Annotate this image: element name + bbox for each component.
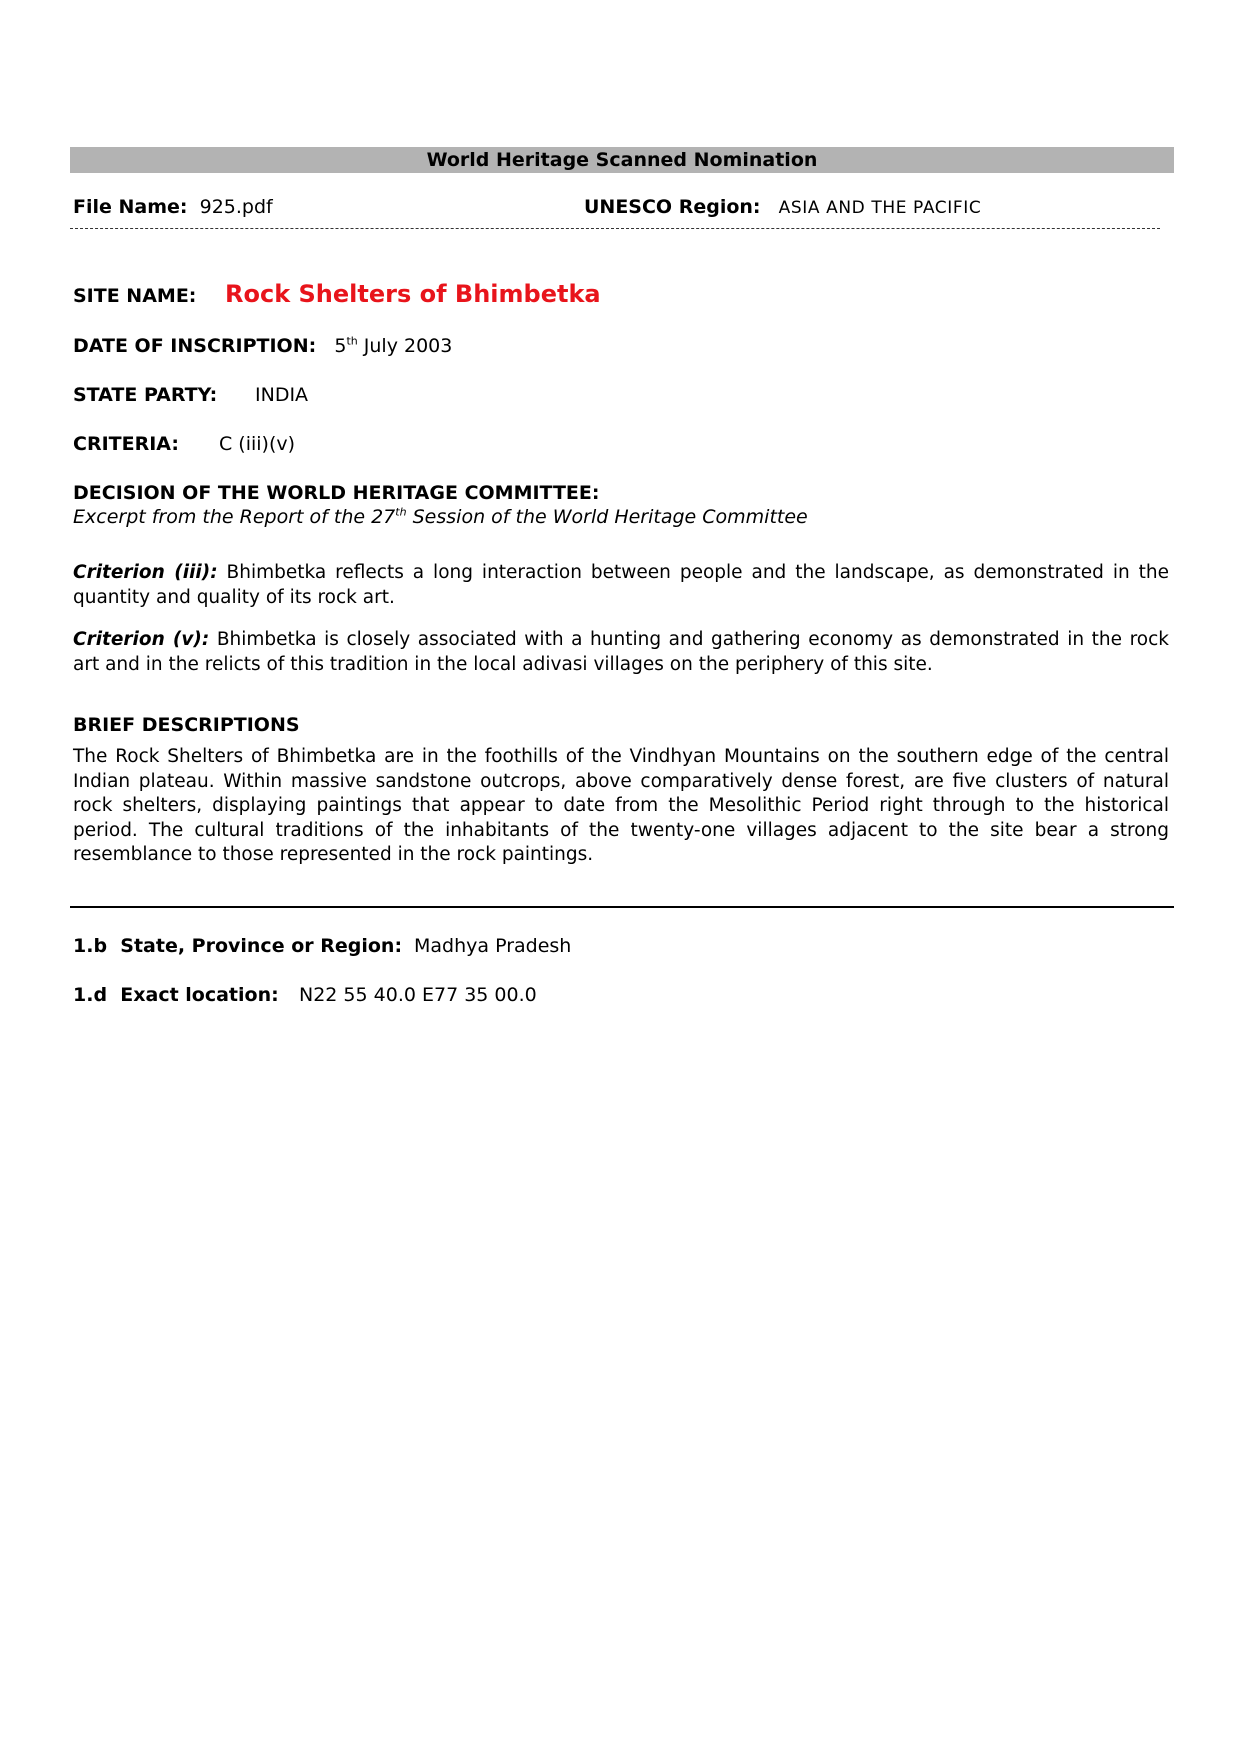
brief-description: [73, 745, 1169, 868]
criteria-value: C (iii)(v): [219, 433, 296, 455]
exact-location-row: [73, 984, 537, 1006]
decision-heading: [73, 482, 599, 504]
inscription-label: DATE OF INSCRIPTION:: [73, 335, 317, 357]
unesco-region-label: UNESCO Region:: [584, 196, 761, 218]
file-name-row: [73, 196, 273, 218]
document-title-bar: [70, 147, 1174, 173]
criteria-label: CRITERIA:: [73, 433, 179, 455]
region-row: [73, 935, 571, 957]
decision-heading-text: DECISION OF THE WORLD HERITAGE COMMITTEE:: [73, 482, 600, 504]
exact-location-value: N22 55 40.0 E77 35 00.0: [299, 984, 537, 1006]
region-label: 1.b State, Province or Region:: [73, 935, 403, 957]
file-name-value: 925.pdf: [199, 196, 273, 218]
dashed-divider: [70, 228, 1160, 229]
brief-heading: [73, 714, 300, 736]
decision-excerpt-post: Session of the World Heritage Committee: [406, 506, 808, 528]
inscription-day-suffix: th: [346, 334, 358, 348]
inscription-day: 5: [334, 335, 347, 357]
criterion-v-paragraph: [73, 628, 1169, 677]
site-name-row: [73, 278, 601, 312]
region-value: Madhya Pradesh: [414, 935, 572, 957]
criterion-iii-text: Bhimbetka reflects a long interaction between people and the landscape, as demonstrated in the quantity and quality of its rock art.: [73, 562, 1169, 608]
section-divider: [70, 906, 1174, 908]
state-party-value: INDIA: [255, 384, 309, 406]
inscription-row: [73, 335, 452, 357]
state-party-row: [73, 384, 308, 406]
exact-location-label: 1.d Exact location:: [73, 984, 279, 1006]
criterion-iii-paragraph: [73, 561, 1169, 610]
file-name-label: File Name:: [73, 196, 188, 218]
criterion-v-text: Bhimbetka is closely associated with a hunting and gathering economy as demonstrated in the rock art and in the relicts of this tradition in the local adivasi villages on the periphery of this site.: [73, 629, 1169, 675]
criterion-iii-label: Criterion (iii):: [73, 562, 218, 583]
decision-excerpt-sup: th: [395, 505, 407, 519]
brief-description-text: The Rock Shelters of Bhimbetka are in the foothills of the Vindhyan Mountains on the southern edge of the central Indian plateau. Within massive sandstone outcrops, above comparatively dense forest, are five clusters of natural rock shelters, displaying paintings that appear to date from the Mesolithic Period right through to the historical period. The cultural traditions of the inhabitants of the twenty-one villages adjacent to the site bear a strong resemblance to those represented in the rock paintings.: [73, 746, 1169, 865]
brief-heading-text: BRIEF DESCRIPTIONS: [73, 714, 300, 736]
unesco-region-row: [584, 196, 981, 218]
criteria-row: [73, 433, 295, 455]
site-name-value: Rock Shelters of Bhimbetka: [225, 280, 601, 308]
decision-excerpt: [73, 506, 808, 528]
inscription-month-year: July 2003: [357, 335, 453, 357]
inscription-date: [334, 335, 452, 357]
criterion-v-label: Criterion (v):: [73, 629, 210, 650]
unesco-region-value: ASIA AND THE PACIFIC: [778, 198, 982, 218]
document-title: World Heritage Scanned Nomination: [426, 149, 818, 171]
site-name-label: SITE NAME:: [73, 285, 197, 307]
decision-excerpt-pre: Excerpt from the Report of the 27: [73, 506, 396, 528]
state-party-label: STATE PARTY:: [73, 384, 218, 406]
